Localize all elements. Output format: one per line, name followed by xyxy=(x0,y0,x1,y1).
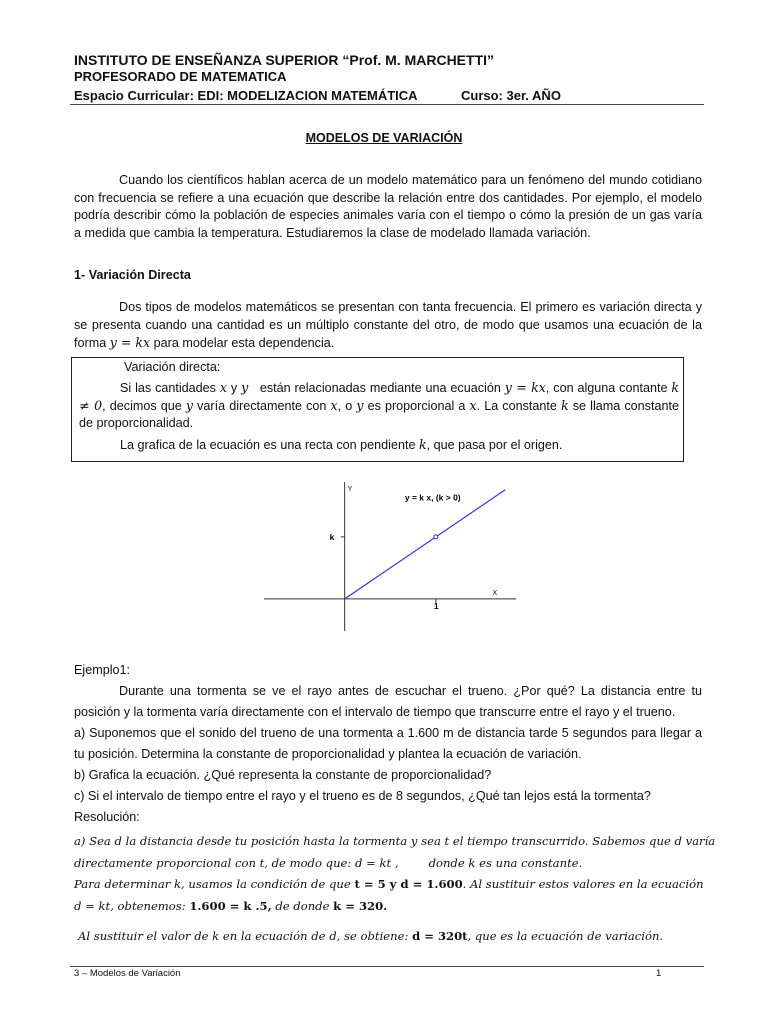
x-tick-label-1: 1 xyxy=(433,600,439,611)
course-label: Curso: 3er. AÑO xyxy=(461,88,561,103)
footer-label: 3 – Modelos de Variación xyxy=(74,968,181,979)
chart-title: y = k x, (k > 0) xyxy=(404,492,461,503)
x-axis-label: X xyxy=(492,589,498,597)
definition-box xyxy=(71,357,684,462)
y-tick-label-k: k xyxy=(329,531,335,542)
curricular-space xyxy=(74,88,561,103)
example-block xyxy=(74,660,702,807)
resolution-line-2: directamente proporcional con t, de modo que: d = kt , donde k es una constante. xyxy=(74,856,583,870)
curricular-space-label: Espacio Curricular: EDI: MODELIZACION MATEMÁTICA xyxy=(74,88,418,103)
resolution-line-4: d = kt, obtenemos: 1.600 = k .5, de donde k = 320. xyxy=(74,899,388,913)
y-axis-label: Y xyxy=(347,486,353,493)
program-name: PROFESORADO DE MATEMATICA xyxy=(74,69,287,84)
resolution-line-3: Para determinar k, usamos la condición de que t = 5 y d = 1.600. Al sustituir estos valores en la ecuación xyxy=(74,877,704,891)
intro-paragraph xyxy=(74,172,702,242)
example-intro: Durante una tormenta se ve el rayo antes de escuchar el trueno. ¿Por qué? La distancia entre tu posición y la tormenta varía directamente con el intervalo de tiempo que transcurre entre el rayo y el trueno. xyxy=(74,684,702,719)
series-line xyxy=(345,490,506,599)
example-part-c: c) Si el intervalo de tiempo entre el rayo y el trueno es de 8 segundos, ¿Qué tan lejos está la tormenta? xyxy=(74,789,651,803)
resolution-line-5: Al sustituir el valor de k en la ecuación de d, se obtiene: d = 320t, que es la ecuación de variación. xyxy=(78,929,664,943)
definition-graph-note: La grafica de la ecuación es una recta con pendiente k, que pasa por el origen. xyxy=(120,437,563,452)
example-part-a: a) Suponemos que el sonido del trueno de una tormenta a 1.600 m de distancia tarde 5 segundos para llegar a tu posición. Determina la constante de proporcionalidad y plantea la ecuación de variación. xyxy=(74,726,702,761)
institution-name: INSTITUTO DE ENSEÑANZA SUPERIOR “Prof. M. MARCHETTI” xyxy=(74,52,495,68)
section1-text-a: Dos tipos de modelos matemáticos se presentan con tanta frecuencia. El primero es variación directa y se presenta cuando una cantidad es un múltiplo constante del otro, de modo que usamos una ecuación de la forma xyxy=(74,300,702,350)
definition-body: Si las cantidades x y y están relacionadas mediante una ecuación y = kx, con alguna contante k ≠ 0, decimos que y varía directamente con x, o y es proporcional a x. La constante k se llama constante de proporcionalidad. xyxy=(79,380,680,430)
intro-text: Cuando los científicos hablan acerca de un modelo matemático para un fenómeno del mundo cotidiano con frecuencia se refiere a una ecuación que describe la relación entre dos cantidades. Por ejemplo, el modelo podría describir cómo la población de especies animales varía con el tiempo o cómo la presión de un gas varía a medida que cambia la temperatura. Estudiaremos la clase de modelado llamada variación. xyxy=(74,173,702,240)
highlight-point xyxy=(434,535,438,539)
direct-variation-graph xyxy=(258,478,518,633)
section1-paragraph xyxy=(74,299,702,353)
section1-equation: y = kx xyxy=(109,335,151,350)
k-condition: k ≠ 0 xyxy=(79,380,680,413)
section-heading: 1- Variación Directa xyxy=(74,268,191,282)
page-number: 1 xyxy=(656,968,662,979)
definition-equation: y = kx xyxy=(504,380,546,395)
section1-text-b: para modelar esta dependencia. xyxy=(150,336,335,350)
document-title: MODELOS DE VARIACIÓN xyxy=(305,131,463,145)
example-label: Ejemplo1: xyxy=(74,663,131,677)
resolution-line-1: a) Sea d la distancia desde tu posición hasta la tormenta y sea t el tiempo transcurrido. Sabemos que d varía xyxy=(74,834,716,848)
footer-divider xyxy=(70,966,704,967)
example-part-b: b) Grafica la ecuación. ¿Qué representa la constante de proporcionalidad? xyxy=(74,768,492,782)
resolution-label: Resolución: xyxy=(74,810,140,824)
definition-title: Variación directa: xyxy=(124,360,221,374)
header-divider xyxy=(70,104,704,105)
